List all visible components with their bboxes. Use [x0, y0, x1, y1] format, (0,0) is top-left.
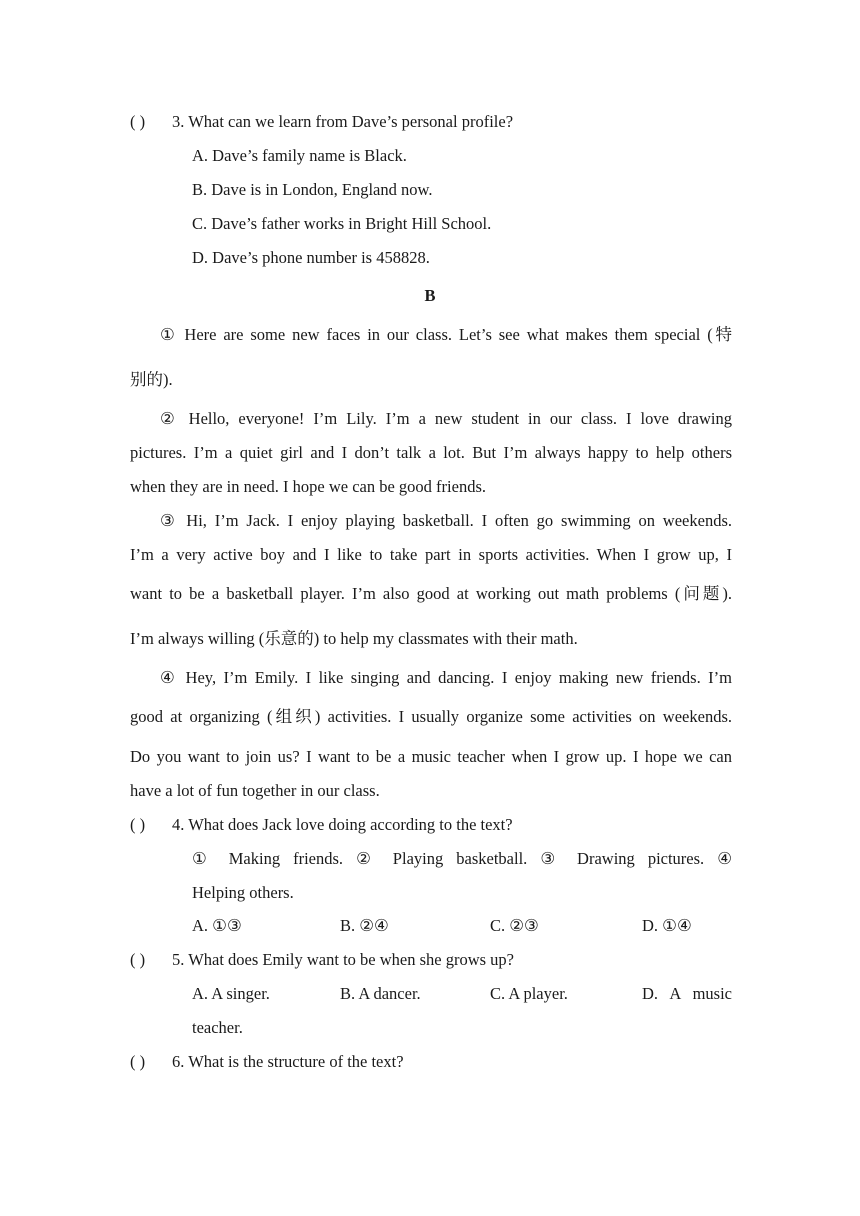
q5-option-b: B. A dancer. [340, 984, 421, 1003]
q4-option-b: B. ②④ [340, 916, 389, 935]
q5-option-c: C. A player. [490, 984, 568, 1003]
section-heading: B [424, 286, 436, 305]
q4-choices-line: Helping others. [192, 883, 294, 902]
question-6 [130, 1052, 404, 1072]
paragraph-2-line: ② Hello, everyone! I’m Lily. I’m a new student in our class. I love drawing [160, 409, 732, 428]
q4-option-d: D. ①④ [642, 916, 692, 935]
question-5 [130, 950, 514, 970]
q3-option-d: D. Dave’s phone number is 458828. [192, 248, 430, 267]
paragraph-4-line: ④ Hey, I’m Emily. I like singing and dancing. I enjoy making new friends. I’m [160, 668, 732, 687]
paragraph-3-line: ③ Hi, I’m Jack. I enjoy playing basketball. I often go swimming on weekends. [160, 511, 732, 530]
question-text: 3. What can we learn from Dave’s personal profile? [172, 112, 514, 131]
paragraph-4-line: good at organizing (组织) activities. I usually organize some activities on weekends. [130, 707, 732, 726]
q4-option-c: C. ②③ [490, 916, 539, 935]
q3-option-b: B. Dave is in London, England now. [192, 180, 433, 199]
paragraph-4-line: Do you want to join us? I want to be a music teacher when I grow up. I hope we can [130, 747, 732, 766]
q4-choices-line: ① Making friends. ② Playing basketball. ③ Drawing pictures. ④ [192, 849, 732, 868]
answer-blank[interactable]: ( ) [130, 950, 146, 969]
question-3 [130, 112, 513, 132]
paragraph-3-line: I’m always willing (乐意的) to help my classmates with their math. [130, 629, 578, 648]
answer-blank[interactable]: ( ) [130, 1052, 146, 1071]
answer-blank[interactable]: ( ) [130, 112, 146, 131]
q5-option-d-continued: teacher. [192, 1018, 243, 1037]
q3-option-a: A. Dave’s family name is Black. [192, 146, 407, 165]
question-text: 6. What is the structure of the text? [172, 1052, 404, 1071]
paragraph-4-line: have a lot of fun together in our class. [130, 781, 380, 800]
paragraph-2-line: pictures. I’m a quiet girl and I don’t talk a lot. But I’m always happy to help others [130, 443, 732, 462]
question-text: 4. What does Jack love doing according to the text? [172, 815, 513, 834]
paragraph-2-line: when they are in need. I hope we can be good friends. [130, 477, 486, 496]
q3-option-c: C. Dave’s father works in Bright Hill School. [192, 214, 492, 233]
q4-option-a: A. ①③ [192, 916, 242, 935]
paragraph-3-line: I’m a very active boy and I like to take part in sports activities. When I grow up, I [130, 545, 732, 564]
paragraph-3-line: want to be a basketball player. I’m also good at working out math problems (问题). [130, 584, 732, 603]
paragraph-1-line: 别的). [130, 370, 173, 389]
question-4 [130, 815, 513, 835]
paragraph-1-line: ① Here are some new faces in our class. Let’s see what makes them special (特 [160, 325, 732, 344]
answer-blank[interactable]: ( ) [130, 815, 146, 834]
question-text: 5. What does Emily want to be when she grows up? [172, 950, 515, 969]
q5-option-d: D. A music [642, 984, 732, 1003]
q5-option-a: A. A singer. [192, 984, 270, 1003]
